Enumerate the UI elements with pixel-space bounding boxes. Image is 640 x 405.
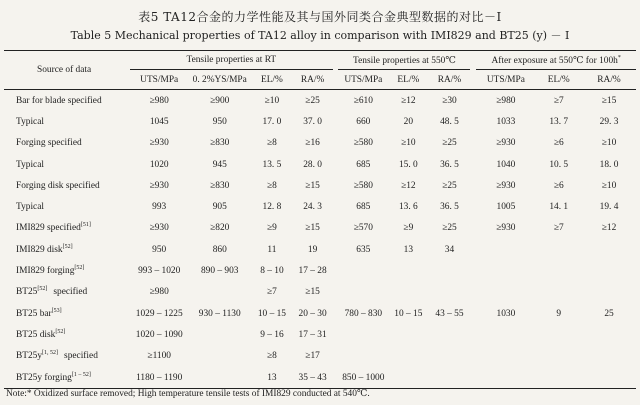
value-cell: 850 – 1000 [342, 372, 385, 383]
value-cell [476, 260, 535, 281]
value-cell: 20 [403, 116, 414, 127]
value-cell [582, 367, 636, 389]
value-cell: 17. 0 [262, 116, 282, 127]
col-header: EL/% [388, 70, 428, 90]
value-cell: ≥10 [601, 138, 617, 149]
col-header: EL/% [251, 70, 292, 90]
source-cell [4, 218, 124, 239]
table-row [4, 196, 636, 217]
value-cell: 17 – 28 [298, 266, 327, 277]
value-cell: ≥580 [353, 180, 373, 191]
value-cell: 9 – 16 [260, 329, 284, 340]
group-header-rt: Tensile properties at RT [130, 51, 332, 70]
value-cell: 13 [267, 372, 277, 383]
col-header: RA/% [293, 70, 333, 90]
value-cell [388, 346, 428, 367]
value-cell: 11 [267, 244, 277, 255]
value-cell: ≥6 [553, 180, 564, 191]
table-row [4, 346, 636, 367]
value-cell: ≥10 [601, 180, 617, 191]
header-group-row [4, 51, 636, 70]
table-row [4, 133, 636, 154]
reference-mark: [52] [74, 264, 85, 271]
value-cell: 1005 [496, 202, 516, 213]
source-cell [4, 303, 124, 324]
value-cell: 14. 1 [549, 202, 569, 213]
value-cell: ≥8 [266, 351, 277, 362]
value-cell: ≥8 [266, 138, 277, 149]
value-cell: ≥25 [442, 138, 457, 149]
reference-mark: [53] [51, 307, 62, 314]
value-cell [338, 324, 388, 345]
value-cell [582, 324, 636, 345]
value-cell: ≥830 [210, 180, 230, 191]
value-cell [476, 282, 535, 303]
value-cell: 930 – 1130 [198, 308, 241, 319]
value-cell: ≥7 [553, 223, 564, 234]
source-cell [4, 346, 124, 367]
value-cell: ≥9 [266, 223, 277, 234]
source-cell [4, 196, 124, 217]
value-cell [188, 282, 251, 303]
value-cell: ≥10 [401, 138, 416, 149]
value-cell [429, 324, 471, 345]
value-cell: 10 – 15 [394, 308, 423, 319]
value-cell: ≥980 [149, 287, 169, 298]
value-cell [188, 367, 251, 389]
group-header-550: Tensile properties at 550℃ [338, 51, 470, 70]
source-cell [4, 175, 124, 196]
value-cell: 780 – 830 [344, 308, 383, 319]
source-cell [4, 324, 124, 345]
value-cell: 1033 [496, 116, 516, 127]
value-cell: 37. 0 [303, 116, 322, 127]
value-cell: ≥930 [149, 223, 169, 234]
value-cell: 905 [212, 202, 227, 213]
value-cell: ≥900 [210, 95, 230, 106]
source-label: BT25 [16, 287, 38, 298]
value-cell: 48. 5 [440, 116, 459, 127]
source-cell [4, 260, 124, 281]
value-cell: 8 – 10 [260, 266, 284, 277]
value-cell: 950 [212, 116, 227, 127]
value-cell [476, 324, 535, 345]
value-cell: 860 [212, 244, 227, 255]
table-note: Note:* Oxidized surface removed; High temperature tensile tests of IMI829 conducted at 540℃. [6, 389, 370, 399]
table-row [4, 175, 636, 196]
value-cell: 9 [556, 308, 562, 319]
value-cell: 635 [356, 244, 371, 255]
mechanical-properties-table [4, 50, 636, 389]
value-cell: ≥17 [305, 351, 320, 362]
value-cell [535, 367, 582, 389]
source-suffix: specified [53, 287, 88, 298]
value-cell: 17 – 31 [298, 329, 327, 340]
value-cell: ≥6 [553, 138, 564, 149]
value-cell: ≥9 [403, 223, 414, 234]
value-cell: 24. 3 [303, 202, 322, 213]
value-cell: ≥12 [601, 223, 617, 234]
value-cell: ≥930 [149, 180, 169, 191]
value-cell [388, 367, 428, 389]
value-cell [582, 239, 636, 260]
value-cell: 1020 – 1090 [135, 329, 183, 340]
value-cell: 685 [356, 202, 371, 213]
value-cell: ≥8 [266, 180, 277, 191]
col-header: RA/% [582, 70, 636, 90]
source-label: IMI829 specified [16, 223, 81, 234]
table-row [4, 324, 636, 345]
source-suffix: specified [64, 351, 98, 362]
value-cell: 36. 5 [440, 202, 459, 213]
value-cell: 950 [152, 244, 167, 255]
value-cell [429, 282, 471, 303]
col-header: UTS/MPa [476, 70, 535, 90]
value-cell: ≥15 [305, 287, 320, 298]
value-cell [582, 282, 636, 303]
group-header-exposure [476, 51, 636, 70]
table-title-english: Table 5 Mechanical properties of TA12 alloy in comparison with IMI829 and BT25 (y) － Ⅰ [70, 29, 570, 42]
table-row [4, 303, 636, 324]
value-cell: ≥930 [496, 180, 516, 191]
value-cell: ≥930 [149, 138, 169, 149]
value-cell: ≥7 [266, 287, 277, 298]
value-cell: 19. 4 [599, 202, 619, 213]
source-label: IMI829 forging [16, 266, 75, 277]
table-row [4, 90, 636, 112]
reference-mark: [52] [62, 243, 73, 250]
source-cell [4, 282, 124, 303]
value-cell: 685 [356, 159, 371, 170]
value-cell: 1029 – 1225 [135, 308, 183, 319]
table-row [4, 260, 636, 281]
value-cell: 13. 7 [549, 116, 569, 127]
value-cell: 660 [356, 116, 371, 127]
value-cell: ≥930 [496, 138, 516, 149]
value-cell: ≥15 [305, 180, 320, 191]
value-cell: 945 [212, 159, 227, 170]
value-cell: 28. 0 [303, 159, 322, 170]
value-cell [535, 346, 582, 367]
source-label: BT25y forging [16, 372, 72, 383]
source-header: Source of data [4, 51, 124, 90]
value-cell [535, 260, 582, 281]
col-header: 0. 2%YS/MPa [188, 70, 251, 90]
value-cell: ≥30 [442, 95, 457, 106]
value-cell [388, 282, 428, 303]
value-cell [535, 282, 582, 303]
source-label: Typical [16, 202, 44, 213]
reference-mark: [52] [55, 328, 66, 335]
table-row [4, 239, 636, 260]
col-header: UTS/MPa [338, 70, 388, 90]
value-cell [582, 346, 636, 367]
value-cell: ≥580 [353, 138, 373, 149]
value-cell [582, 260, 636, 281]
source-label: BT25y [16, 351, 43, 362]
value-cell [535, 239, 582, 260]
table-row [4, 367, 636, 389]
value-cell [476, 367, 535, 389]
source-cell [4, 133, 124, 154]
value-cell: 1020 [149, 159, 169, 170]
reference-mark: [1 – 52] [71, 371, 91, 378]
value-cell: 35 – 43 [298, 372, 327, 383]
source-label: Forging disk specified [16, 180, 100, 191]
value-cell: ≥25 [305, 95, 320, 106]
value-cell: ≥15 [305, 223, 320, 234]
value-cell: ≥1100 [147, 351, 171, 362]
value-cell: 993 – 1020 [138, 266, 181, 277]
value-cell: 18. 0 [599, 159, 619, 170]
value-cell [429, 346, 471, 367]
value-cell [476, 346, 535, 367]
value-cell: 15. 0 [398, 159, 418, 170]
value-cell: 993 [152, 202, 167, 213]
value-cell: ≥12 [401, 180, 416, 191]
value-cell: 10. 5 [549, 159, 569, 170]
value-cell: ≥830 [210, 138, 230, 149]
value-cell: 1030 [496, 308, 516, 319]
value-cell [429, 367, 471, 389]
value-cell [338, 346, 388, 367]
value-cell: ≥980 [149, 95, 169, 106]
source-cell [4, 90, 124, 112]
value-cell: 19 [307, 244, 318, 255]
source-label: Forging specified [16, 138, 82, 149]
table-row [4, 282, 636, 303]
value-cell [388, 260, 428, 281]
value-cell: 13 [403, 244, 414, 255]
value-cell: 13. 6 [398, 202, 418, 213]
value-cell [429, 260, 471, 281]
value-cell: 1180 – 1190 [136, 372, 183, 383]
value-cell [338, 260, 388, 281]
value-cell: ≥980 [496, 95, 516, 106]
source-cell [4, 111, 124, 132]
value-cell [535, 324, 582, 345]
value-cell [188, 324, 251, 345]
source-label: BT25 bar [16, 308, 52, 319]
value-cell: ≥930 [496, 223, 516, 234]
value-cell: 36. 5 [440, 159, 459, 170]
value-cell [476, 239, 535, 260]
reference-mark: [52] [37, 286, 48, 293]
col-header: RA/% [429, 70, 471, 90]
value-cell: 1045 [149, 116, 169, 127]
table-row [4, 111, 636, 132]
value-cell: ≥570 [353, 223, 373, 234]
value-cell: ≥16 [305, 138, 320, 149]
value-cell: ≥10 [264, 95, 280, 106]
value-cell [388, 324, 428, 345]
value-cell: 20 – 30 [298, 308, 327, 319]
source-label: Bar for blade specified [16, 95, 102, 106]
table-row [4, 154, 636, 175]
value-cell: 1040 [496, 159, 516, 170]
source-cell [4, 367, 124, 389]
value-cell: 34 [444, 244, 455, 255]
value-cell: ≥25 [442, 180, 457, 191]
value-cell [188, 346, 251, 367]
value-cell: 13. 5 [262, 159, 282, 170]
col-header: UTS/MPa [130, 70, 188, 90]
source-label: BT25 disk [16, 329, 56, 340]
value-cell: ≥820 [210, 223, 230, 234]
source-label: IMI829 disk [16, 244, 63, 255]
source-cell [4, 154, 124, 175]
value-cell: ≥15 [601, 95, 617, 106]
source-label: Typical [16, 159, 44, 170]
table-title-chinese: 表5 TA12合金的力学性能及其与国外同类合金典型数据的对比－Ⅰ [138, 10, 502, 24]
value-cell: 25 [604, 308, 614, 319]
value-cell: 29. 3 [599, 116, 619, 127]
value-cell: ≥7 [553, 95, 564, 106]
group-header-exposure-label: After exposure at 550℃ for 100h [491, 55, 618, 66]
value-cell: ≥25 [442, 223, 457, 234]
value-cell: ≥12 [401, 95, 416, 106]
source-cell [4, 239, 124, 260]
table-row [4, 218, 636, 239]
exposure-footnote-mark: * [617, 54, 621, 61]
value-cell [338, 282, 388, 303]
value-cell: ≥610 [353, 95, 373, 106]
source-label: Typical [16, 116, 44, 127]
value-cell: 10 – 15 [257, 308, 286, 319]
table-body [4, 90, 636, 389]
value-cell: 43 – 55 [435, 308, 464, 319]
value-cell: 12. 8 [262, 202, 282, 213]
col-header: EL/% [535, 70, 582, 90]
reference-mark: [51] [80, 222, 91, 229]
reference-mark: [1, 52] [42, 350, 59, 357]
value-cell: 890 – 903 [200, 266, 239, 277]
